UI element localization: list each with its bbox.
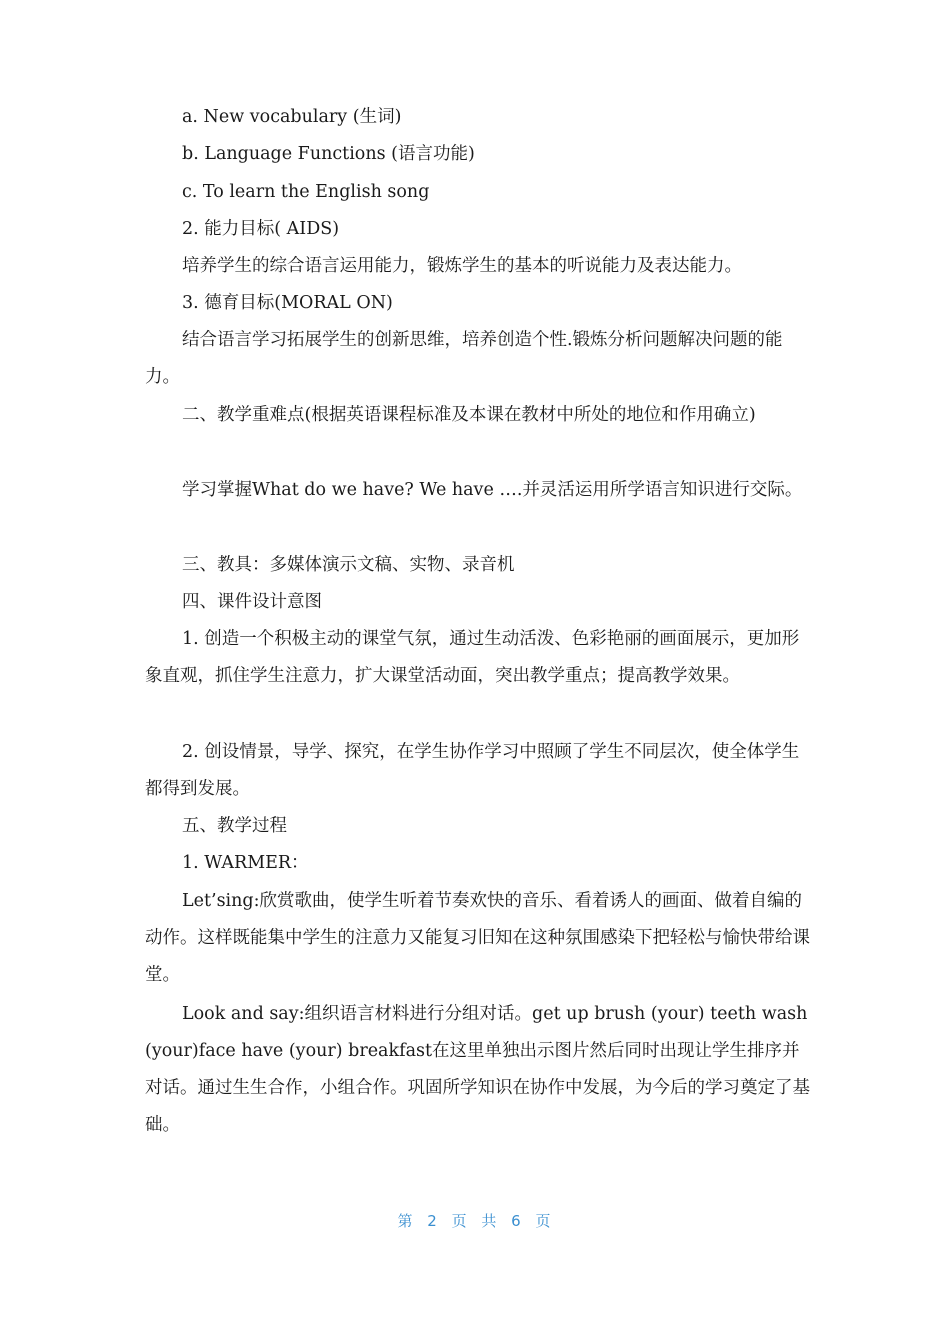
moral-goal-text: 结合语言学习拓展学生的创新思维，培养创造个性.锻炼分析问题解决问题的能力。 — [145, 330, 783, 387]
teaching-process-heading: 五、教学过程 — [182, 816, 287, 836]
teaching-aids: 三、教具：多媒体演示文稿、实物、录音机 — [182, 555, 515, 575]
key-points-heading: 二、教学重难点(根据英语课程标准及本课在教材中所处的地位和作用确立) — [182, 405, 756, 425]
key-points-text: 学习掌握What do we have? We have ….并灵活运用所学语言知识进行交际。 — [182, 480, 803, 500]
page-number-footer: 第 2 页 共 6 页 — [397, 1212, 553, 1230]
objective-c: c. To learn the English song — [182, 182, 430, 202]
courseware-intent-heading: 四、课件设计意图 — [182, 592, 322, 612]
moral-goal-heading: 3. 德育目标(MORAL ON) — [182, 293, 393, 313]
warmer-heading: 1. WARMER： — [182, 853, 309, 873]
lets-sing-paragraph: Let’sing:欣赏歌曲，使学生听着节奏欢快的音乐、看着诱人的画面、做着自编的动作。这样既能集中学生的注意力又能复习旧知在这种氛围感染下把轻松与愉快带给课堂。 — [145, 891, 810, 985]
courseware-intent-2: 2. 创设情景，导学、探究，在学生协作学习中照顾了学生不同层次，使全体学生都得到发展。 — [145, 742, 800, 799]
objective-b: b. Language Functions (语言功能) — [182, 144, 475, 164]
look-and-say-paragraph: Look and say:组织语言材料进行分组对话。get up brush (your) teeth wash (your)face have (your) breakfast在这里单独出示图片然后同时出现让学生排序并对话。通过生生合作，小组合作。巩固所学知识在协作中发展，为今后的学习奠定了基础。 — [145, 1004, 810, 1135]
objective-a: a. New vocabulary (生词) — [182, 107, 402, 127]
ability-goal-text: 培养学生的综合语言运用能力，锻炼学生的基本的听说能力及表达能力。 — [182, 256, 742, 276]
ability-goal-heading: 2. 能力目标( AIDS) — [182, 219, 340, 239]
courseware-intent-1: 1. 创造一个积极主动的课堂气氛，通过生动活泼、色彩艳丽的画面展示，更加形象直观，抓住学生注意力，扩大课堂活动面，突出教学重点；提高教学效果。 — [145, 629, 800, 686]
